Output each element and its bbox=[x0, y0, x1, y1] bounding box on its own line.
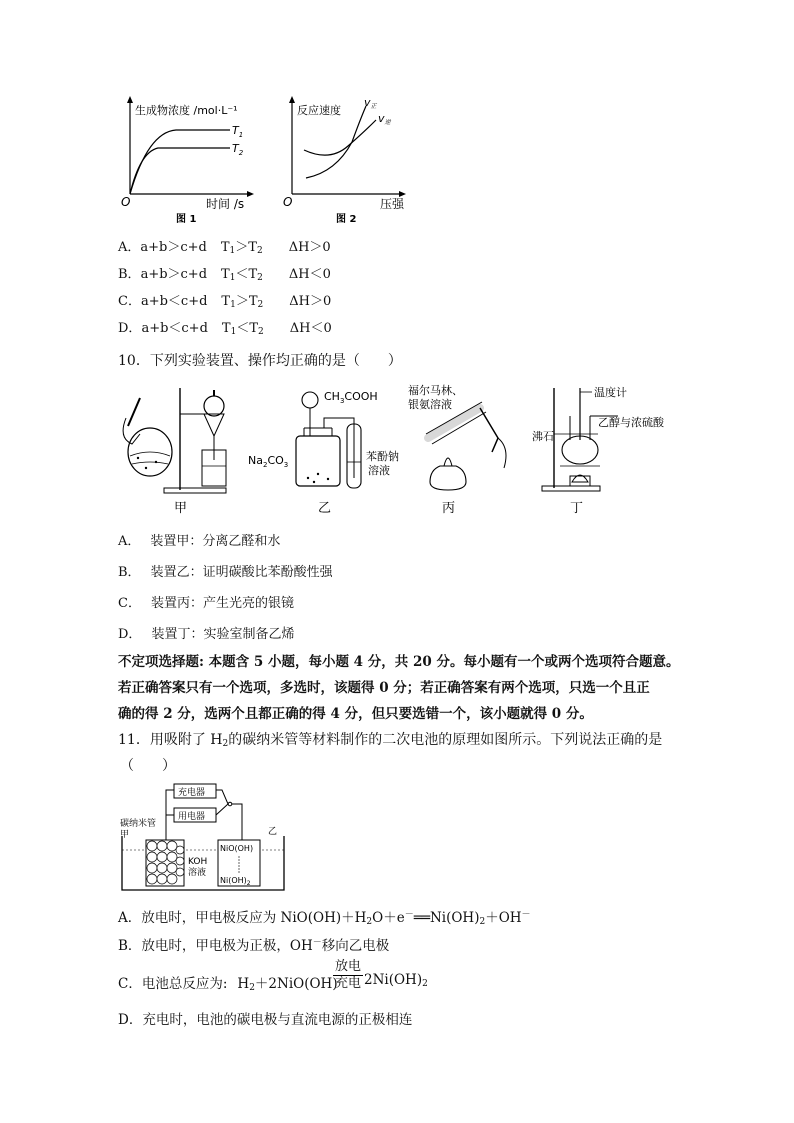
yi-phenolate-label-2: 溶液 bbox=[368, 464, 390, 477]
fig1-curve-t1 bbox=[130, 130, 230, 194]
figure-2-rate-pressure bbox=[280, 92, 420, 232]
q10-option-c[interactable]: C． 装置丙：产生光亮的银镜 bbox=[118, 596, 294, 611]
yi-phenolate-label-1: 苯酚钠 bbox=[366, 450, 399, 463]
q11-option-b[interactable]: B．放电时，甲电极为正极，OH－移向乙电极 bbox=[118, 938, 390, 954]
q11-battery-figure bbox=[118, 780, 298, 896]
q10-apparatus-figure bbox=[118, 378, 698, 518]
apparatus-label-bing: 丙 bbox=[442, 501, 456, 516]
fig1-y-arrow bbox=[127, 96, 133, 103]
user-label: 用电器 bbox=[178, 812, 206, 822]
charger-label: 充电器 bbox=[178, 788, 206, 798]
fig1-ylabel: 生成物浓度 /mol·L⁻¹ bbox=[135, 104, 238, 117]
q11-stem-paren: （ ） bbox=[120, 758, 176, 774]
yi-acetic-acid-label: $CH_3COOH$ bbox=[324, 390, 378, 405]
yi-sodium-carbonate-label: $Na_2CO_3$ bbox=[248, 454, 289, 469]
ding-thermometer-label: 温度计 bbox=[594, 386, 627, 399]
fig1-caption: 图 1 bbox=[176, 214, 197, 225]
q9-option-b[interactable]: B．a+b＞c+d $T_1<T_2$ ΔH＜0 bbox=[118, 267, 331, 283]
reaction-condition: 放电 充电 bbox=[334, 959, 361, 991]
fig2-curve-v-reverse-label: v逆 bbox=[378, 112, 391, 126]
instruction-line-3: 确的得 2 分，选两个且都正确的得 4 分，但只要选错一个，该小题就得 0 分。 bbox=[118, 706, 593, 722]
koh-label-2: 溶液 bbox=[188, 868, 207, 878]
ding-boiling-stone-label: 沸石 bbox=[532, 430, 554, 443]
apparatus-label-ding: 丁 bbox=[570, 501, 584, 516]
figure-1-concentration-time bbox=[118, 92, 258, 232]
fig1-x-arrow bbox=[247, 191, 254, 197]
fig1-curve-t1-label: $T_1$ bbox=[232, 124, 244, 139]
bing-label-1: 福尔马林、 bbox=[408, 384, 463, 397]
apparatus-label-jia: 甲 bbox=[174, 501, 188, 516]
right-electrode-label: 乙 bbox=[268, 827, 278, 837]
q9-option-d[interactable]: D．a+b＜c+d $T_1<T_2$ ΔH＜0 bbox=[118, 321, 332, 337]
q11-option-a[interactable]: A．放电时，甲电极反应为 $NiO(OH)+H_2O+e^-══Ni(OH)_2+OH^-$ bbox=[118, 910, 531, 927]
apparatus-bing bbox=[408, 383, 506, 490]
apparatus-ding bbox=[532, 385, 665, 491]
q10-stem: 10．下列实验装置、操作均正确的是（ ） bbox=[118, 353, 402, 369]
fig2-ylabel: 反应速度 bbox=[297, 104, 341, 117]
q9-option-c[interactable]: C．a+b＜c+d $T_1>T_2$ ΔH＞0 bbox=[118, 294, 332, 310]
apparatus-label-yi: 乙 bbox=[318, 501, 332, 516]
fig1-origin: O bbox=[121, 195, 131, 209]
fig2-y-arrow bbox=[289, 96, 295, 103]
q11-stem: 11．用吸附了 $H_2$的碳纳米管等材料制作的二次电池的原理如图所示。下列说法正确的是 bbox=[118, 732, 663, 749]
fig2-curve-v-reverse bbox=[304, 120, 376, 155]
fig2-caption: 图 2 bbox=[336, 214, 357, 225]
fig1-xlabel: 时间 /s bbox=[206, 197, 245, 211]
q10-option-a[interactable]: A． 装置甲：分离乙醛和水 bbox=[118, 534, 281, 549]
fig2-origin: O bbox=[283, 195, 293, 209]
ding-reagent-label: 乙醇与浓硫酸 bbox=[598, 416, 664, 429]
cnt-label-2: 甲 bbox=[120, 830, 130, 840]
cnt-label-1: 碳纳米管 bbox=[120, 819, 157, 829]
q9-option-a[interactable]: A．a+b＞c+d $T_1>T_2$ ΔH＞0 bbox=[118, 240, 331, 256]
instruction-line-2: 若正确答案只有一个选项，多选时，该题得 0 分；若正确答案有两个选项，只选一个且正 bbox=[118, 680, 650, 696]
bing-label-2: 银氨溶液 bbox=[408, 398, 452, 411]
fig1-curve-t2-label: $T_2$ bbox=[232, 142, 244, 157]
q10-option-d[interactable]: D． 装置丁：实验室制备乙烯 bbox=[118, 627, 295, 642]
fig2-curve-v-forward-label: v正 bbox=[364, 96, 377, 110]
q11-option-d[interactable]: D．充电时，电池的碳电极与直流电源的正极相连 bbox=[118, 1012, 413, 1028]
nio-label: NiO(OH) bbox=[220, 844, 254, 853]
koh-label-1: KOH bbox=[188, 857, 208, 867]
nioh-label: $Ni(OH)_2$ bbox=[220, 876, 251, 887]
apparatus-yi bbox=[248, 390, 399, 488]
fig2-xlabel: 压强 bbox=[380, 197, 405, 211]
instruction-line-1: 不定项选择题: 本题含 5 小题，每小题 4 分，共 20 分。每小题有一个或两个选项符合题意。 bbox=[118, 654, 680, 670]
q10-option-b[interactable]: B． 装置乙：证明碳酸比苯酚酸性强 bbox=[118, 565, 333, 580]
apparatus-jia bbox=[123, 388, 226, 493]
